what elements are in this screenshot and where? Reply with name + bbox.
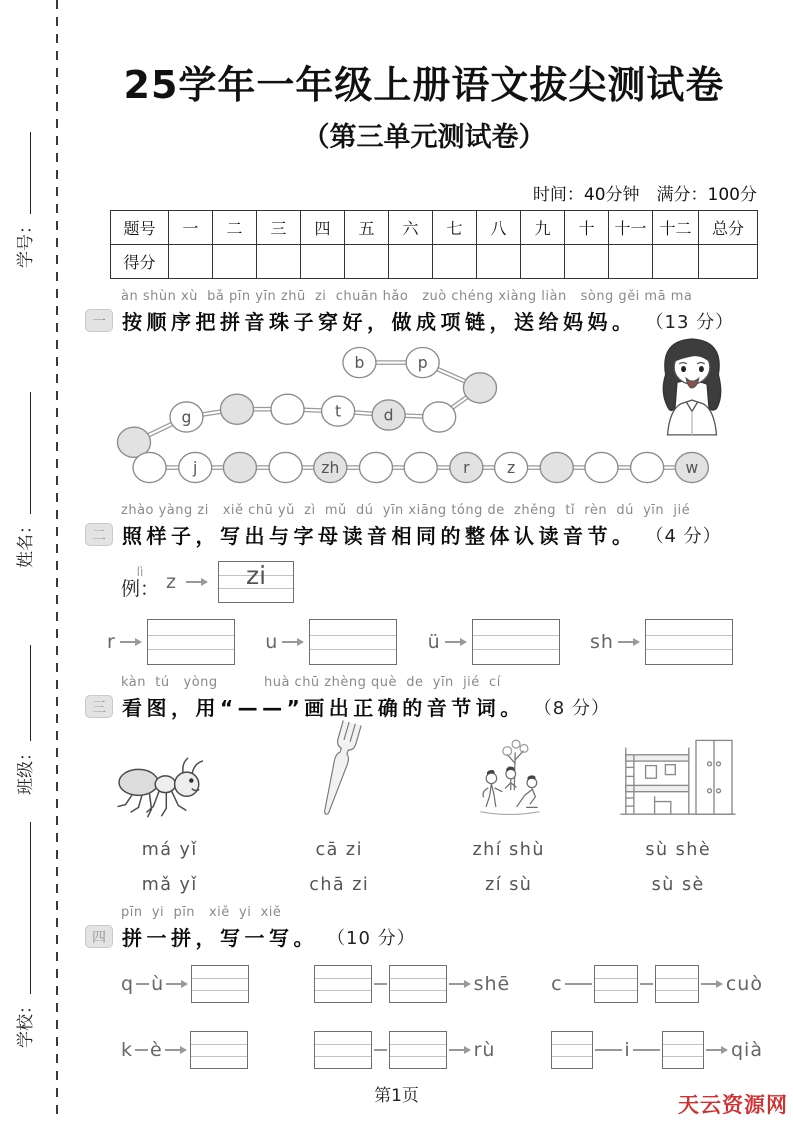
pinyin-letter: ü [427,631,441,653]
blank-line [18,132,31,214]
writing-box [389,1031,447,1069]
score-table [110,210,758,279]
bead-blank [223,452,256,482]
pinyin-letter: i [624,1039,631,1061]
margin-label-2 [12,645,40,795]
writing-box [314,965,372,1003]
syllable-word-option: zí sù [485,875,533,895]
score-table-column-header: 六 [389,211,433,245]
ant-illustration [114,731,226,825]
bead-blank [585,452,618,482]
score-table-empty-cell [433,245,477,279]
q1-bead-chain-area [99,341,763,493]
score-table-row-label: 得分 [111,245,169,279]
pinyin-letter: cuò [725,973,763,995]
arrow-icon [186,581,205,583]
score-table-column-header: 三 [257,211,301,245]
bead-label: t [335,402,342,421]
writing-box [190,1031,248,1069]
pinyin-letter: r [107,631,116,653]
writing-box [191,965,249,1003]
q4-item-1 [121,965,314,1003]
q3-pinyin: kàn tú yòng huà chū zhèng què de yīn jié cí [121,675,501,690]
pinyin-letter: sh [590,631,614,653]
pinyin-letter: k [121,1039,134,1061]
blank-line [18,392,31,514]
writing-box [314,1031,372,1069]
score-table-column-header: 二 [213,211,257,245]
margin-label-0 [12,132,40,268]
bead-blank [220,394,253,424]
margin-label-text: 学校： [16,997,36,1048]
q4-number-badge: 四 [85,925,113,948]
q1-pinyin: àn shùn xù bǎ pīn yīn zhū zi chuān hǎo zuò chéng xiàng liàn sòng gěi mā ma [121,289,693,304]
q2-items [107,619,733,665]
margin-label-1 [12,392,40,568]
q3-items [85,731,763,895]
writing-box [655,965,699,1003]
score-table-empty-cell [521,245,565,279]
pinyin-letter: shē [473,973,511,995]
writing-box [389,965,447,1003]
syllable-word-option: zhí shù [472,840,545,860]
margin-label-text: 班级： [16,744,36,795]
syllable-word-option: má yǐ [141,840,198,860]
writing-box [645,619,733,665]
connector-line [595,1049,622,1051]
score-table-empty-cell [389,245,433,279]
connector-line [633,1049,660,1051]
bead-blank [271,394,304,424]
bead-blank [423,402,456,432]
q1-number-badge: 一 [85,309,113,332]
arrow-icon [282,641,301,643]
margin-label-text: 姓名： [16,517,36,568]
bead-label: g [181,408,192,427]
bead-blank [631,452,664,482]
example-answer: zi [245,561,267,590]
arrow-icon [120,641,139,643]
paper-subtitle: （第三单元测试卷） [302,122,546,153]
dormitory-illustration [618,731,738,825]
syllable-word-option: chā zi [309,875,370,895]
arrow-icon [701,983,720,985]
q3-item [85,731,255,895]
q4-item-3 [551,965,763,1003]
score-table-column-header: 一 [169,211,213,245]
score-table-empty-cell [609,245,653,279]
example-label: lì 例： [121,564,160,600]
q4-text: 拼一拼，写一写。 [122,926,318,950]
q2-number-badge: 二 [85,523,113,546]
q3-item [255,731,425,895]
q4-item-6 [551,1031,763,1069]
score-table-empty-cell [345,245,389,279]
bead-blank [404,452,437,482]
q4-items [121,965,763,1069]
score-table-empty-cell [565,245,609,279]
bead-label: r [463,458,470,477]
watermark-text: 天云资源网 [678,1093,788,1117]
arrow-icon [445,641,464,643]
q3-item [424,731,594,895]
bead-blank [540,452,573,482]
score-table-empty-cell [169,245,213,279]
q2-item-sh [590,619,733,665]
pinyin-letter: ù [151,973,165,995]
syllable-word-option: sù shè [645,840,712,860]
pinyin-letter: q [121,973,135,995]
score-table-column-header: 七 [433,211,477,245]
pinyin-letter: c [551,973,563,995]
q3-number-badge: 三 [85,695,113,718]
paper-title: 25学年一年级上册语文拔尖测试卷 [123,63,725,107]
writing-box [551,1031,593,1069]
connector-line [640,983,653,985]
bead-label: d [383,406,394,425]
bead-label: b [354,353,365,372]
tree-planting-illustration [463,731,555,825]
q4-score: （10 分） [327,927,416,949]
pinyin-letter: rù [473,1039,496,1061]
connector-line [565,983,592,985]
score-table-empty-cell [477,245,521,279]
q2-item-u [265,619,397,665]
pinyin-letter: u [265,631,279,653]
q4-item-4 [121,1031,314,1069]
score-table-empty-cell [699,245,758,279]
bead-blank [133,452,166,482]
bead-label: w [685,458,699,477]
pinyin-letter: qià [731,1039,763,1061]
arrow-icon [166,983,185,985]
bead-blank [269,452,302,482]
q3-text: 看图，用“——”画出正确的音节词。 [122,696,525,720]
q1-header [85,289,763,335]
score-table-column-header: 总分 [699,211,758,245]
score-table-column-header: 十 [565,211,609,245]
pinyin-letter: è [150,1039,163,1061]
q2-item-ü [428,619,560,665]
pinyin-bead-chain [99,341,721,492]
q3-header [85,675,763,721]
teacher-woman-illustration [645,333,739,443]
fork-illustration [314,731,364,825]
q1-score: （13 分） [645,311,735,333]
arrow-icon [706,1049,725,1051]
q4-header [85,905,763,951]
bead-label: p [417,353,428,372]
score-table-empty-cell [257,245,301,279]
connector-line [374,1049,387,1051]
score-table-column-header: 五 [345,211,389,245]
q4-item-5 [314,1031,552,1069]
score-table-empty-cell [213,245,257,279]
score-table-column-header: 十二 [653,211,699,245]
connector-line [374,983,387,985]
writing-box [594,965,638,1003]
syllable-word-option: sù sè [651,875,705,895]
q2-header [85,503,763,549]
arrow-icon [449,1049,468,1051]
example-letter: z [166,571,177,593]
arrow-icon [449,983,468,985]
connector-line [135,1049,148,1051]
q4-pinyin: pīn yi pīn xiě yi xiě [121,905,282,920]
blank-line [18,645,31,741]
writing-box [662,1031,704,1069]
paper-content [57,0,793,1069]
score-table-column-header: 四 [301,211,345,245]
q2-pinyin: zhào yàng zi xiě chū yǔ zì mǔ dú yīn xiāng tóng de zhěng tǐ rèn dú yīn jié [121,503,691,518]
time-score-meta: 时间：40分钟 满分：100分 [532,185,757,205]
writing-box [147,619,235,665]
q4-item-2 [314,965,552,1003]
q3-item [594,731,764,895]
writing-box [472,619,560,665]
writing-box [309,619,397,665]
q1-text: 按顺序把拼音珠子穿好，做成项链，送给妈妈。 [122,310,637,334]
score-table-empty-cell [653,245,699,279]
syllable-word-option: cā zi [315,840,363,860]
q2-score: （4 分） [645,525,722,547]
q3-score: （8 分） [533,697,610,719]
q2-item-r [107,619,235,665]
bead-blank [463,373,496,403]
page-number: 第1页 [374,1086,419,1106]
score-table-column-header: 八 [477,211,521,245]
blank-line [18,822,31,994]
bead-blank [359,452,392,482]
score-table-column-header: 十一 [609,211,653,245]
example-label-pinyin: lì [136,564,144,579]
score-table-row-label: 题号 [111,211,169,245]
syllable-word-option: mǎ yǐ [141,875,198,895]
margin-label-text: 学号： [16,217,36,268]
bead-label: zh [321,458,340,477]
score-table-column-header: 九 [521,211,565,245]
q2-text: 照样子，写出与字母读音相同的整体认读音节。 [122,524,637,548]
bead-label: j [193,458,198,477]
q2-example [121,561,763,603]
connector-line [136,983,149,985]
arrow-icon [165,1049,184,1051]
score-table-empty-cell [301,245,345,279]
bead-label: z [506,458,516,477]
margin-label-3 [12,822,40,1048]
example-writing-box [218,561,294,603]
arrow-icon [618,641,637,643]
